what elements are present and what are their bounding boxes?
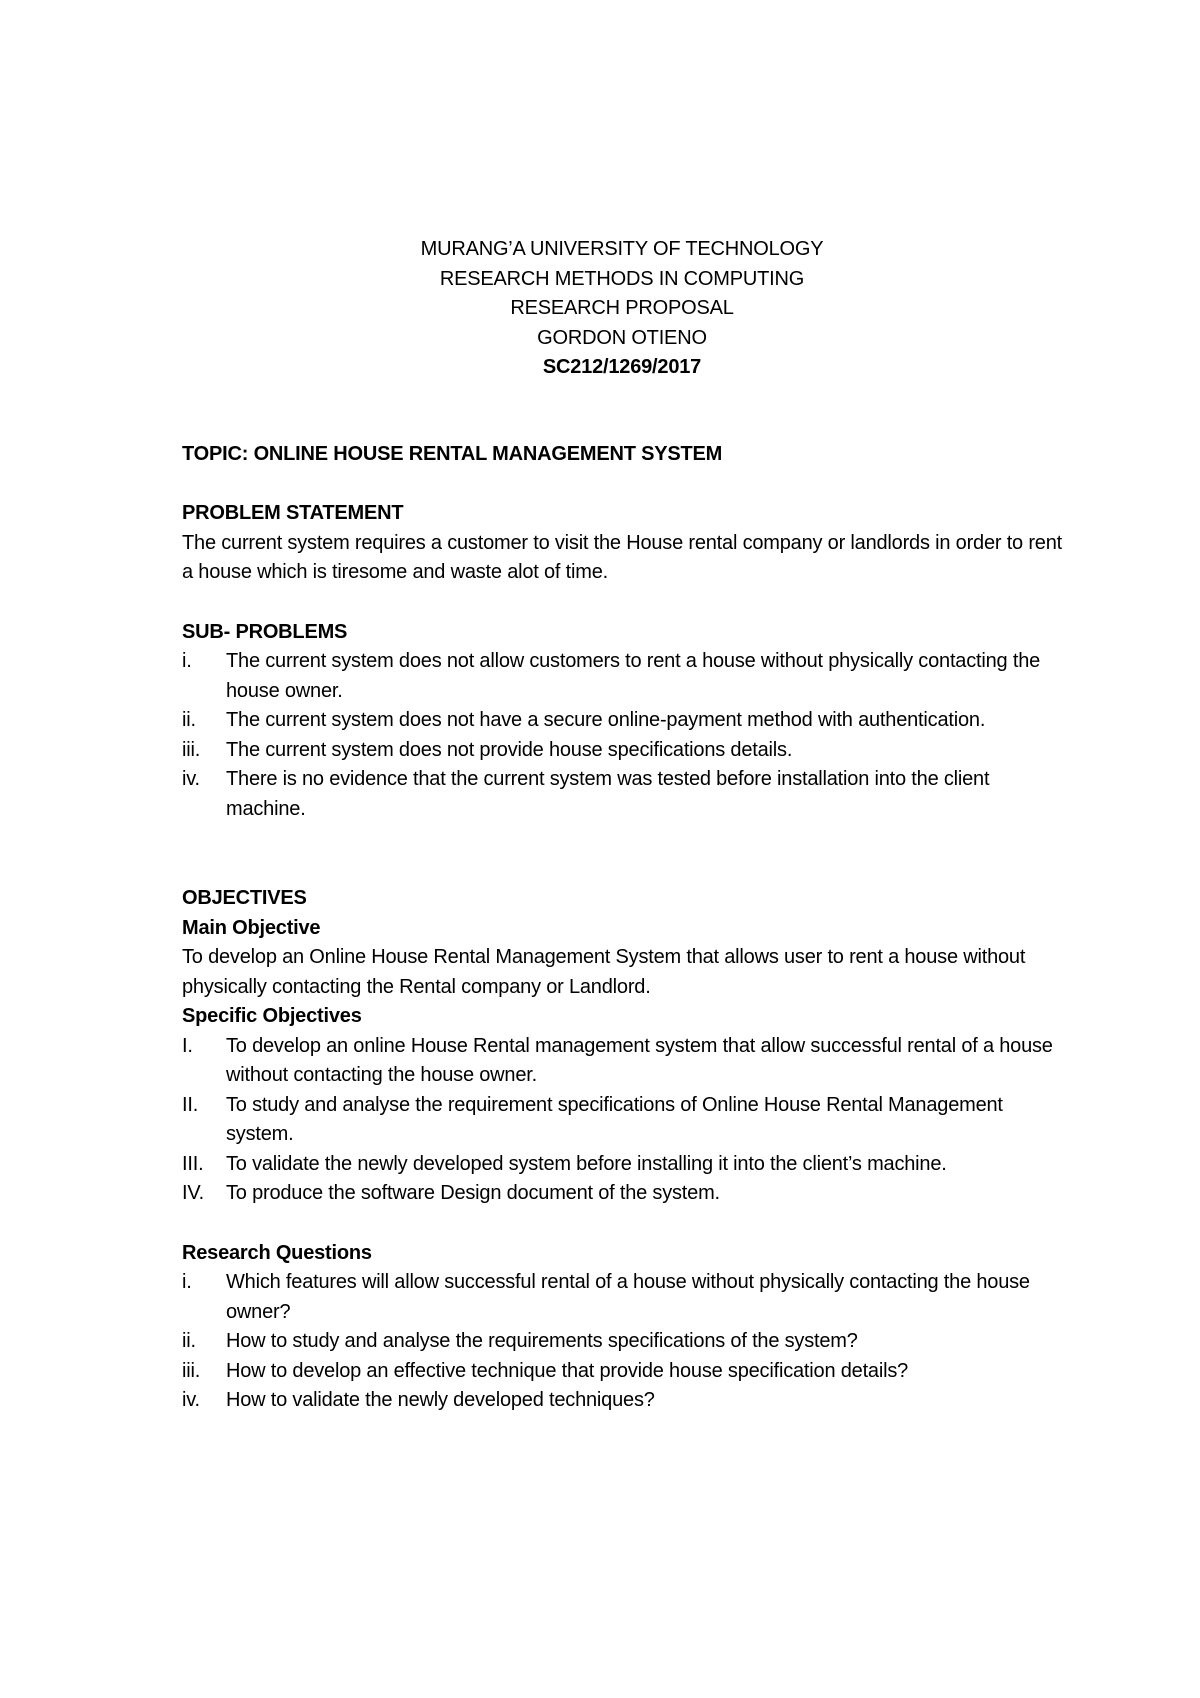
list-item: [182, 1179, 1062, 1209]
list-item-text: How to validate the newly developed techniques?: [226, 1389, 655, 1411]
list-marker: II.: [182, 1093, 199, 1116]
list-item-text: The current system does not allow customers to rent a house without physically contacting the house owner.: [226, 650, 1041, 702]
research-questions-heading: Research Questions: [182, 1241, 372, 1264]
list-item: [182, 1357, 1062, 1387]
registration-number: SC212/1269/2017: [542, 356, 702, 378]
document-content: [182, 235, 1062, 1416]
objectives-section: [182, 884, 1062, 1209]
document-type: RESEARCH PROPOSAL: [510, 297, 734, 319]
sub-problems-heading: SUB- PROBLEMS: [182, 620, 348, 643]
list-marker: III.: [182, 1152, 204, 1175]
list-marker: iv.: [182, 1389, 200, 1411]
list-item-text: To validate the newly developed system before installing it into the client’s machine.: [226, 1152, 947, 1175]
research-questions-section: [182, 1239, 1062, 1416]
list-marker: iii.: [182, 738, 201, 761]
list-marker: i.: [182, 650, 192, 672]
list-marker: ii.: [182, 1330, 196, 1352]
title-block: [182, 235, 1062, 383]
list-marker: i.: [182, 1271, 192, 1293]
list-item: [182, 765, 1062, 824]
list-item: [182, 1032, 1062, 1091]
main-objective-text: To develop an Online House Rental Management System that allows user to rent a house without physically contacting the Rental company or Landlord.: [182, 946, 1026, 998]
list-item: [182, 1091, 1062, 1150]
topic-section: [182, 440, 1062, 470]
course-name: RESEARCH METHODS IN COMPUTING: [439, 267, 805, 290]
topic-heading: TOPIC: ONLINE HOUSE RENTAL MANAGEMENT SYSTEM: [182, 442, 723, 465]
list-marker: I.: [182, 1034, 193, 1057]
list-item: [182, 1150, 1062, 1180]
list-marker: ii.: [182, 709, 196, 731]
problem-statement-section: [182, 499, 1062, 588]
specific-objectives-heading: Specific Objectives: [182, 1005, 362, 1027]
list-marker: IV.: [182, 1182, 205, 1204]
list-marker: iii.: [182, 1359, 201, 1382]
problem-statement-heading: PROBLEM STATEMENT: [182, 502, 404, 524]
list-item-text: How to develop an effective technique that provide house specification details?: [226, 1359, 909, 1382]
list-marker: iv.: [182, 768, 200, 790]
list-item-text: The current system does not provide house specifications details.: [226, 738, 793, 761]
list-item: [182, 736, 1062, 766]
list-item: [182, 647, 1062, 706]
list-item: [182, 1386, 1062, 1416]
list-item-text: The current system does not have a secure online-payment method with authentication.: [226, 709, 986, 731]
list-item: [182, 706, 1062, 736]
list-item-text: Which features will allow successful rental of a house without physically contacting the house owner?: [226, 1271, 1030, 1323]
list-item-text: How to study and analyse the requirements specifications of the system?: [226, 1330, 858, 1352]
specific-objectives-section: [182, 1002, 1062, 1209]
author-name: GORDON OTIENO: [537, 326, 707, 349]
list-item-text: To produce the software Design document of the system.: [226, 1182, 720, 1204]
main-objective-heading: Main Objective: [182, 916, 321, 939]
university-name: MURANG’A UNIVERSITY OF TECHNOLOGY: [420, 238, 824, 260]
research-questions-list: [182, 1268, 1062, 1416]
list-item-text: To study and analyse the requirement specifications of Online House Rental Management system.: [226, 1093, 1003, 1145]
problem-statement-text: The current system requires a customer to visit the House rental company or landlords in order to rent a house which is tiresome and waste alot of time.: [182, 531, 1063, 583]
specific-objectives-list: [182, 1032, 1062, 1209]
objectives-heading: OBJECTIVES: [182, 887, 307, 909]
list-item-text: There is no evidence that the current system was tested before installation into the client machine.: [226, 768, 990, 820]
list-item: [182, 1327, 1062, 1357]
sub-problems-list: [182, 647, 1062, 824]
list-item: [182, 1268, 1062, 1327]
list-item-text: To develop an online House Rental management system that allow successful rental of a house without contacting the house owner.: [226, 1034, 1053, 1086]
sub-problems-section: [182, 618, 1062, 825]
